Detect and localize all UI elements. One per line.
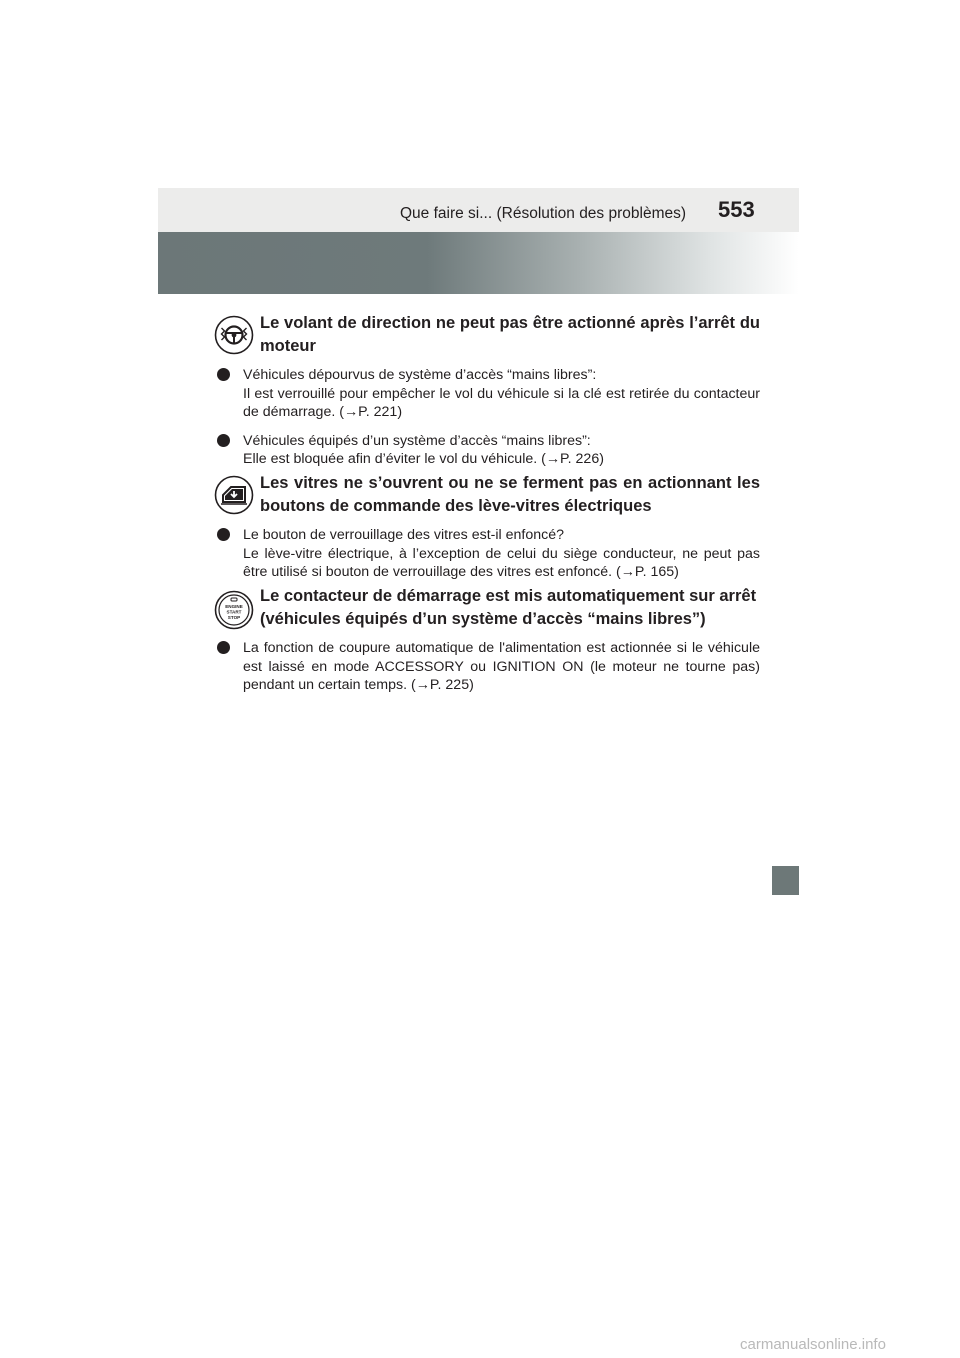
bullet-line: Elle est bloquée afin d’éviter le vol du véhicule. (→P. 226) <box>243 451 604 467</box>
power-window-icon <box>214 475 254 515</box>
section-title-line: Le contacteur de démarrage est mis automatiquement sur arrêt <box>260 587 757 605</box>
section-title <box>260 585 760 631</box>
list-item <box>210 366 760 422</box>
bullet-line: Le bouton de verrouillage des vitres est-il enfoncé? <box>243 527 564 543</box>
bullet-line: Le lève-vitre électrique, à l’exception de celui du siège conducteur, ne peut pas être utilisé si bouton de verrouillage des vitres est enfoncé. (→P. 165) <box>243 545 760 580</box>
bullet-list <box>210 639 760 695</box>
bullet-list <box>210 526 760 582</box>
page-number: 553 <box>718 197 755 222</box>
list-item <box>210 526 760 582</box>
bullet-line: Véhicules dépourvus de système d’accès “mains libres”: <box>243 367 597 383</box>
chapter-side-tab <box>772 866 799 895</box>
list-item <box>210 432 760 469</box>
running-header-title: Que faire si... (Résolution des problèmes) <box>400 205 687 222</box>
section-title: Le volant de direction ne peut pas être actionné après l’arrêt du moteur <box>260 314 760 355</box>
bullet-dot <box>217 434 230 447</box>
watermark: carmanualsonline.info <box>740 1336 886 1353</box>
bullet-list <box>210 366 760 469</box>
icon-text: ENGINE <box>225 604 243 609</box>
section-title: Les vitres ne s’ouvrent ou ne se ferment pas en actionnant les boutons de commande des lève-vitres électriques <box>260 474 760 515</box>
bullet-dot <box>217 641 230 654</box>
engine-start-stop-icon <box>214 590 254 630</box>
icon-text: START <box>226 609 242 615</box>
section-steering-lock <box>210 312 760 479</box>
steering-lock-icon <box>214 315 254 355</box>
bullet-line: La fonction de coupure automatique de l'alimentation est actionnée si le véhicule est laissé en mode ACCESSORY ou IGNITION ON (le moteur ne tourne pas) pendant un certain temps. (→P. 225) <box>243 640 760 693</box>
section-power-windows <box>210 472 760 592</box>
chapter-gradient-band <box>158 232 799 294</box>
section-engine-switch <box>210 585 760 705</box>
bullet-dot <box>217 528 230 541</box>
bullet-line: Véhicules équipés d’un système d’accès “mains libres”: <box>243 432 591 449</box>
section-title-line: (véhicules équipés d’un système d’accès “mains libres”) <box>260 610 706 628</box>
icon-text: STOP <box>227 615 241 620</box>
bullet-dot <box>217 368 230 381</box>
list-item <box>210 639 760 695</box>
bullet-line: Il est verrouillé pour empêcher le vol du véhicule si la clé est retirée du contacteur de démarrage. (→P. 221) <box>243 385 760 420</box>
